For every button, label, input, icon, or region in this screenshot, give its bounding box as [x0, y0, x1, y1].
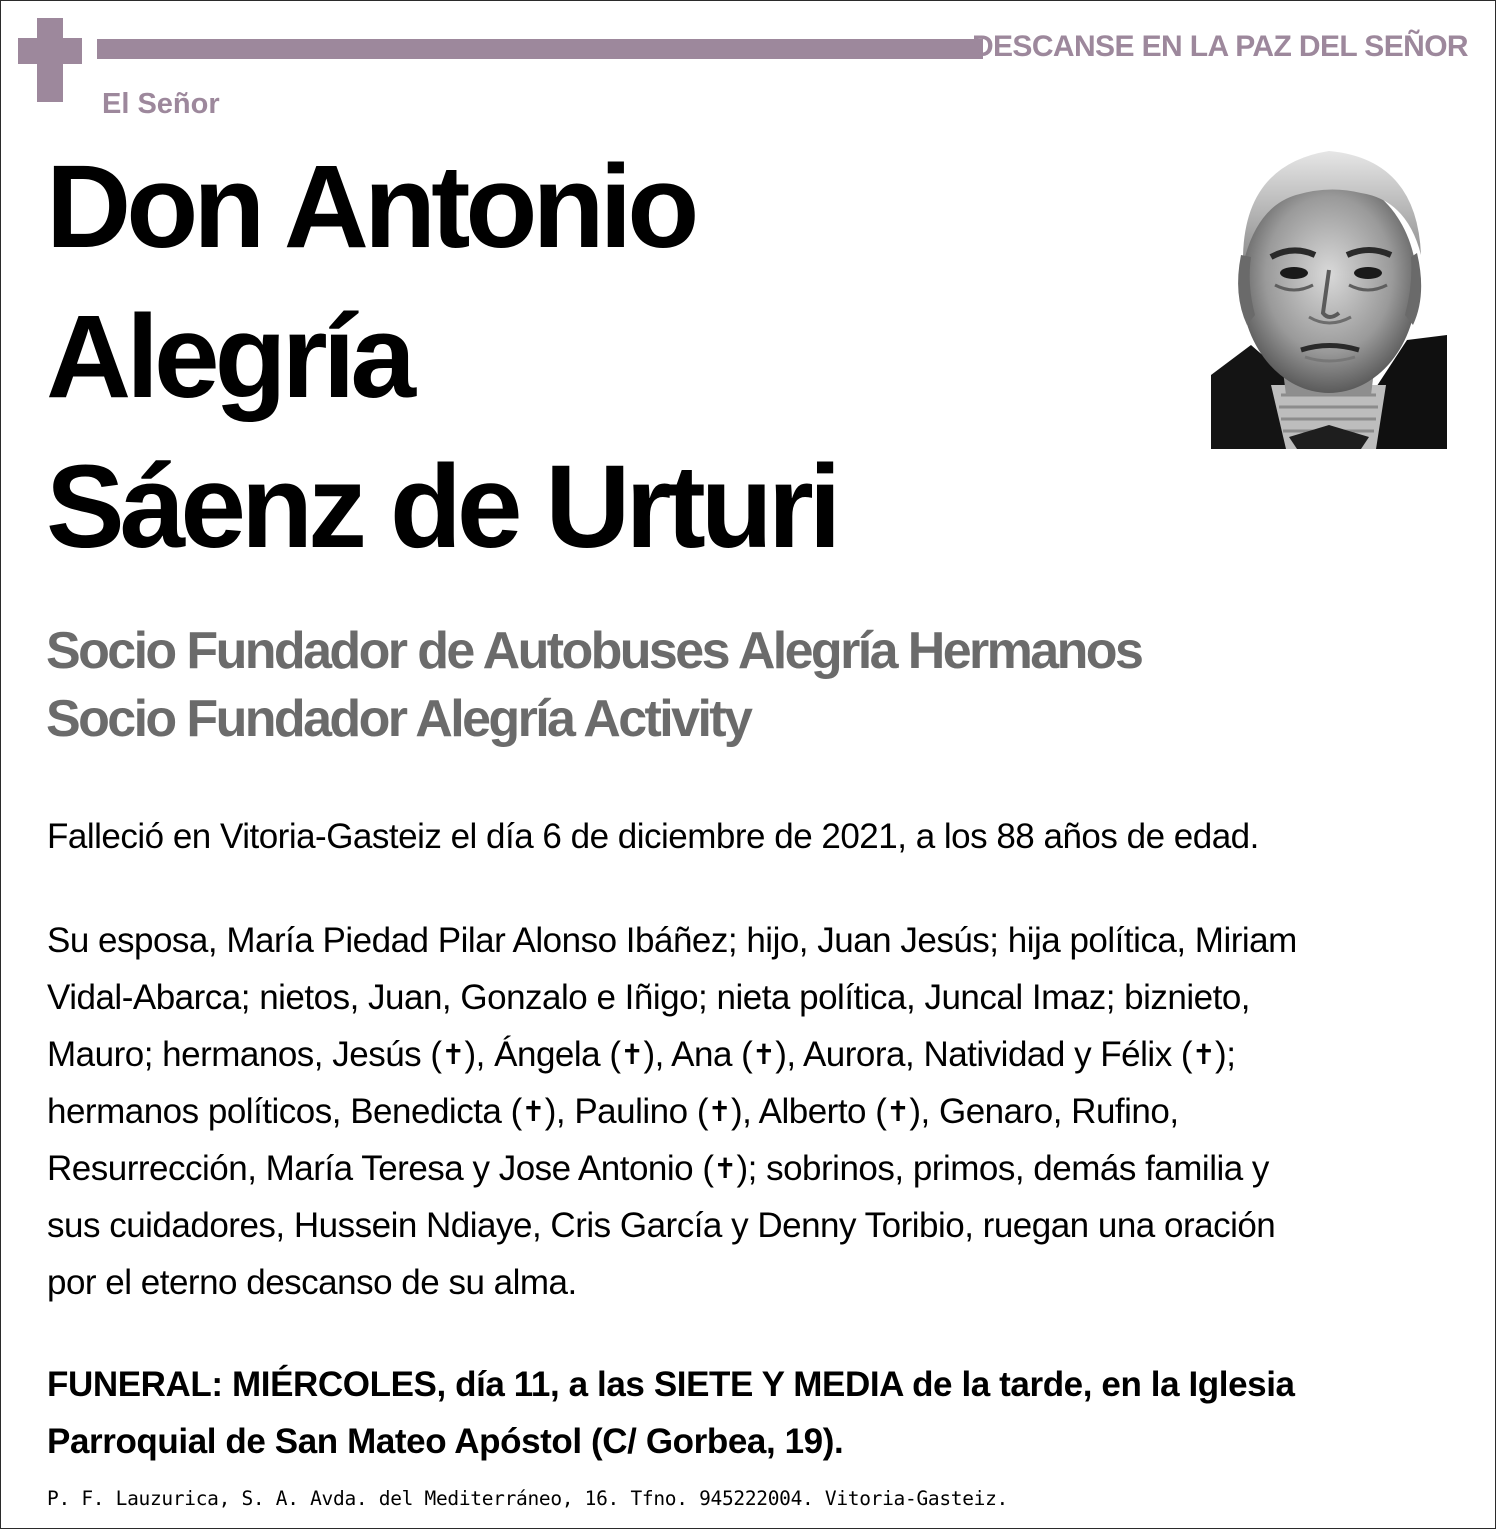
- latin-cross-icon: ✝: [1192, 1038, 1216, 1071]
- latin-cross-icon: ✝: [441, 1038, 465, 1071]
- latin-cross-icon: ✝: [752, 1038, 776, 1071]
- text-segment: ), Genaro, Rufino,: [909, 1092, 1179, 1131]
- roles-list: [46, 617, 1141, 753]
- text-segment: ), Aurora, Natividad y Félix (: [775, 1035, 1193, 1074]
- rest-in-peace-heading: DESCANSE EN LA PAZ DEL SEÑOR: [971, 30, 1468, 63]
- role-line-2: Socio Fundador Alegría Activity: [46, 690, 751, 748]
- funeral-home-footer: P. F. Lauzurica, S. A. Avda. del Mediterráneo, 16. Tfno. 945222004. Vitoria-Gasteiz.: [47, 1487, 1008, 1510]
- death-notice: Falleció en Vitoria-Gasteiz el día 6 de diciembre de 2021, a los 88 años de edad.: [47, 817, 1259, 856]
- honorific-label: El Señor: [102, 88, 220, 120]
- text-segment: hermanos políticos, Benedicta (: [47, 1092, 522, 1131]
- family-line-5: [47, 1140, 1452, 1197]
- deceased-name: [46, 132, 837, 582]
- header-rule: [97, 39, 983, 59]
- name-line-1: Don Antonio: [46, 141, 695, 273]
- latin-cross-icon: ✝: [521, 1095, 545, 1128]
- latin-cross-icon: ✝: [886, 1095, 910, 1128]
- text-segment: Mauro; hermanos, Jesús (: [47, 1035, 442, 1074]
- family-line-2: Vidal-Abarca; nietos, Juan, Gonzalo e Iñigo; nieta política, Juncal Imaz; biznieto,: [47, 978, 1251, 1017]
- text-segment: );: [1215, 1035, 1236, 1074]
- latin-cross-icon: ✝: [707, 1095, 731, 1128]
- text-segment: ), Ángela (: [464, 1035, 621, 1074]
- text-segment: ), Alberto (: [730, 1092, 887, 1131]
- family-line-6: sus cuidadores, Hussein Ndiaye, Cris García y Denny Toribio, ruegan una oración: [47, 1206, 1276, 1245]
- family-line-1: Su esposa, María Piedad Pilar Alonso Ibáñez; hijo, Juan Jesús; hija política, Miriam: [47, 921, 1297, 960]
- funeral-line-1: FUNERAL: MIÉRCOLES, día 11, a las SIETE Y MEDIA de la tarde, en la Iglesia: [47, 1365, 1295, 1404]
- family-line-7: por el eterno descanso de su alma.: [47, 1263, 577, 1302]
- latin-cross-icon: ✝: [620, 1038, 644, 1071]
- family-line-4: [47, 1083, 1452, 1140]
- family-paragraph: [47, 912, 1452, 1311]
- name-line-2: Alegría: [46, 291, 412, 423]
- text-segment: Resurrección, María Teresa y Jose Antonio (: [47, 1149, 714, 1188]
- portrait-photo: [1211, 145, 1447, 449]
- family-line-3: [47, 1026, 1452, 1083]
- text-segment: ), Ana (: [643, 1035, 753, 1074]
- text-segment: ); sobrinos, primos, demás familia y: [736, 1149, 1269, 1188]
- latin-cross-icon: ✝: [713, 1152, 737, 1185]
- role-line-1: Socio Fundador de Autobuses Alegría Hermanos: [46, 622, 1142, 680]
- name-line-3: Sáenz de Urturi: [46, 441, 837, 573]
- funeral-details: [47, 1356, 1295, 1470]
- text-segment: ), Paulino (: [544, 1092, 708, 1131]
- funeral-line-2: Parroquial de San Mateo Apóstol (C/ Gorbea, 19).: [47, 1422, 844, 1461]
